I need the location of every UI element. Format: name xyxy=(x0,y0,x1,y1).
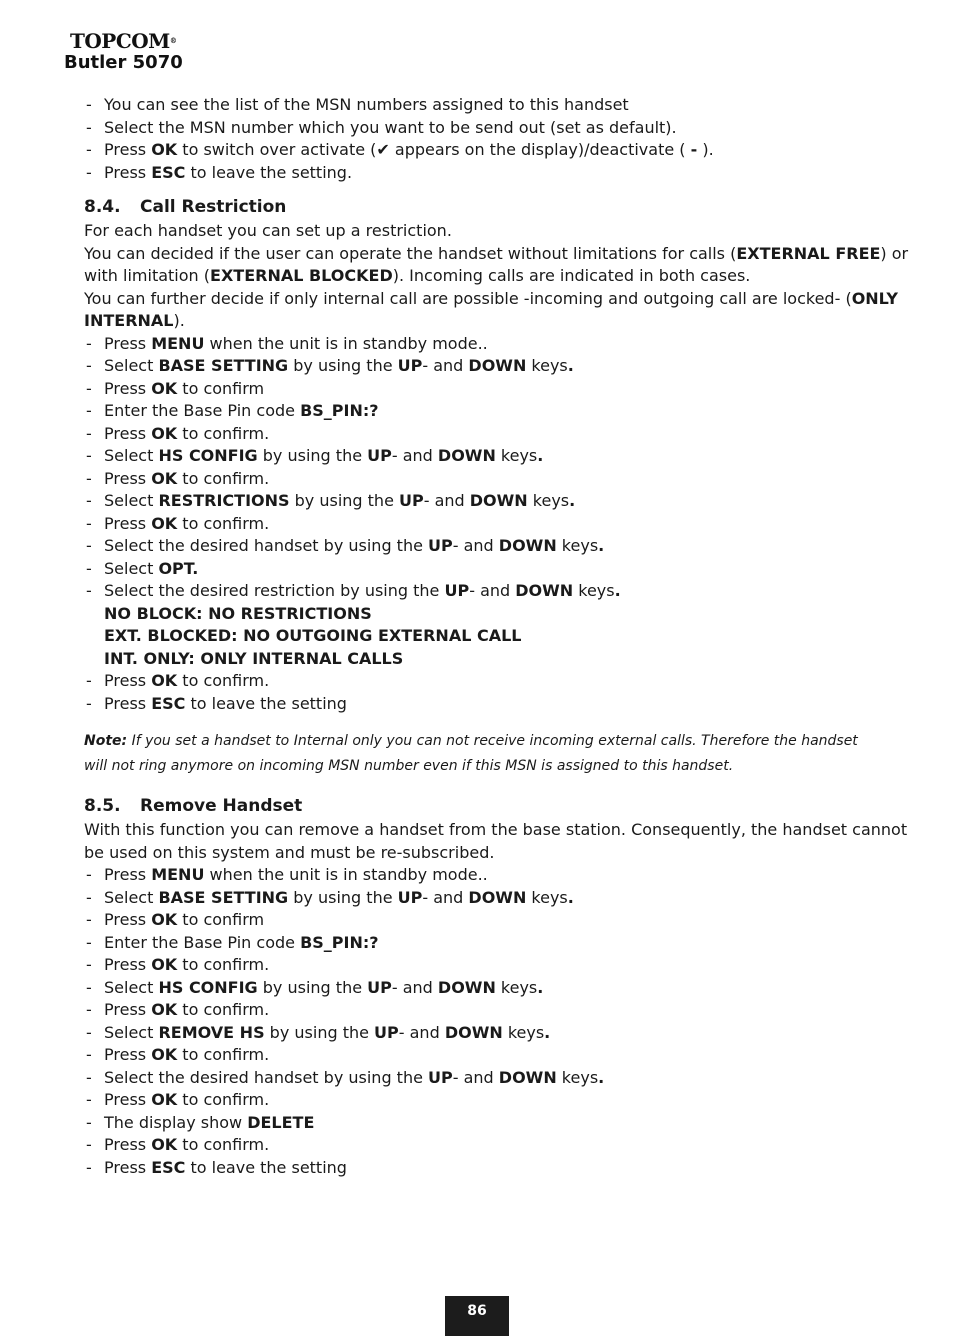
section-heading-8-4 xyxy=(84,194,880,220)
text-run: Select xyxy=(104,1022,159,1042)
text-run: - and xyxy=(391,977,438,997)
bold-term: EXTERNAL FREE xyxy=(736,243,881,263)
text-run: Select xyxy=(104,356,159,375)
list-dash: - xyxy=(86,401,92,420)
paragraph-line xyxy=(84,842,880,865)
list-dash: - xyxy=(86,162,92,182)
text-run: Select xyxy=(104,446,159,465)
paragraph-line xyxy=(84,220,880,243)
text-run: to confirm. xyxy=(177,513,270,533)
bold-term: DOWN xyxy=(498,1067,557,1087)
list-dash: - xyxy=(86,1090,92,1109)
bold-term: UP xyxy=(399,491,424,510)
text-run: to confirm. xyxy=(177,468,270,488)
bold-term: OK xyxy=(151,140,178,159)
text-run: to confirm xyxy=(177,910,265,929)
text-run: Select the desired handset by using the xyxy=(104,536,429,555)
intro-list xyxy=(84,94,880,184)
bold-term: . xyxy=(537,977,544,997)
bold-term: HS CONFIG xyxy=(158,977,258,997)
bold-term: DOWN xyxy=(444,1022,503,1042)
bold-term: UP xyxy=(367,977,392,997)
text-run: Select the desired handset by using the xyxy=(104,1067,429,1087)
text-run: keys xyxy=(573,581,615,600)
text-run: to confirm. xyxy=(177,671,270,690)
list-item xyxy=(84,1089,880,1112)
text-run: by using the xyxy=(257,977,368,997)
restriction-option: EXT. BLOCKED: NO OUTGOING EXTERNAL CALL xyxy=(104,626,522,645)
list-item xyxy=(84,355,880,378)
text-run: by using the xyxy=(264,1022,375,1042)
list-item xyxy=(84,490,880,513)
bold-term: DOWN xyxy=(498,536,557,555)
bold-term: OK xyxy=(151,513,178,533)
call-restriction-steps xyxy=(84,333,880,603)
list-item xyxy=(84,1134,880,1157)
note-text: If you set a handset to Internal only you can not receive incoming external calls. Therefore the handset will not ring anymore on incoming MSN number even if this MSN is assigned to this handset. xyxy=(84,733,858,774)
list-dash: - xyxy=(86,117,92,137)
list-dash: - xyxy=(86,932,92,952)
paragraph-line xyxy=(84,243,909,266)
list-item xyxy=(84,954,880,977)
text-run: - and xyxy=(398,1022,445,1042)
text-run: - and xyxy=(391,446,438,465)
bold-term: ESC xyxy=(151,1157,186,1177)
text-run: With this function you can remove a handset from the base station. Consequently, the handset cannot xyxy=(84,820,908,839)
bold-term: ONLY xyxy=(851,288,898,308)
text-run: ). xyxy=(173,311,185,330)
call-restriction-steps-end xyxy=(84,670,880,715)
bold-term: BS_PIN:? xyxy=(300,932,379,952)
list-dash: - xyxy=(86,977,92,997)
restriction-option: NO BLOCK: NO RESTRICTIONS xyxy=(104,603,372,623)
list-dash: - xyxy=(86,1045,92,1064)
text-run: keys xyxy=(556,1067,599,1087)
page-header xyxy=(64,30,183,74)
bold-term: HS CONFIG xyxy=(158,446,258,465)
text-run: keys xyxy=(495,446,538,465)
bold-term: BASE SETTING xyxy=(158,887,289,907)
bold-term: DOWN xyxy=(437,446,496,465)
bold-term: OK xyxy=(151,955,178,974)
text-run: ). Incoming calls are indicated in both cases. xyxy=(392,266,751,285)
list-dash: - xyxy=(86,1112,92,1132)
list-item xyxy=(84,909,880,932)
bold-term: . xyxy=(569,491,576,510)
bold-term: OK xyxy=(151,671,178,690)
list-dash: - xyxy=(86,1135,92,1154)
bold-term: INTERNAL xyxy=(84,311,174,330)
list-item xyxy=(84,887,880,910)
list-item xyxy=(84,333,880,356)
text-run: The display show xyxy=(104,1112,248,1132)
list-item xyxy=(84,999,880,1022)
registered-mark: ® xyxy=(169,36,177,45)
note-block xyxy=(84,729,880,779)
bold-term: . xyxy=(598,536,605,555)
text-run: Press xyxy=(104,378,152,398)
bold-term: BS_PIN:? xyxy=(300,401,379,420)
text-run: - and xyxy=(423,491,470,510)
text-run: keys xyxy=(527,491,570,510)
text-run: Press xyxy=(104,1045,152,1064)
list-item xyxy=(84,400,880,423)
list-item xyxy=(84,1044,880,1067)
bold-term: - xyxy=(690,140,698,159)
call-restriction-description xyxy=(84,220,909,333)
list-dash: - xyxy=(86,513,92,533)
text-run: to leave the setting. xyxy=(185,162,353,182)
bold-term: BASE SETTING xyxy=(158,356,289,375)
text-run: Press xyxy=(104,140,152,159)
text-run: to confirm. xyxy=(177,955,270,974)
text-run: when the unit is in standby mode.. xyxy=(204,865,488,884)
bold-term: DOWN xyxy=(468,356,527,375)
list-item xyxy=(84,693,880,716)
text-run: Press xyxy=(104,910,152,929)
list-item xyxy=(84,513,880,536)
bold-term: ESC xyxy=(151,693,186,713)
list-dash: - xyxy=(86,95,92,114)
bold-term: RESTRICTIONS xyxy=(158,491,290,510)
text-run: Press xyxy=(104,693,152,713)
text-run: to switch over activate ( xyxy=(177,140,377,159)
list-dash: - xyxy=(86,558,92,578)
text-run: to confirm. xyxy=(177,1090,270,1109)
text-run: Enter the Base Pin code xyxy=(104,401,301,420)
bold-term: MENU xyxy=(151,865,205,884)
text-run: by using the xyxy=(288,356,398,375)
section-number: 8.5. xyxy=(84,796,121,816)
text-run: Select xyxy=(104,887,159,907)
bold-term: UP xyxy=(397,887,423,907)
bold-term: OK xyxy=(151,1135,178,1154)
list-item xyxy=(84,423,880,446)
list-dash: - xyxy=(86,1000,92,1019)
text-run: Enter the Base Pin code xyxy=(104,932,301,952)
remove-handset-description xyxy=(84,819,908,864)
list-dash: - xyxy=(86,468,92,488)
text-run: Press xyxy=(104,162,152,182)
text-run: when the unit is in standby mode.. xyxy=(204,333,488,353)
paragraph-line xyxy=(84,288,898,311)
text-run: You can decided if the user can operate the handset without limitations for calls ( xyxy=(84,243,737,263)
list-item xyxy=(84,94,880,117)
text-run: Press xyxy=(104,1000,152,1019)
paragraph-line xyxy=(84,310,880,333)
list-item xyxy=(84,932,880,955)
text-run: Press xyxy=(104,1135,152,1154)
bold-term: OPT. xyxy=(158,558,199,578)
bold-term: MENU xyxy=(151,333,205,353)
bold-term: DOWN xyxy=(468,887,527,907)
list-item xyxy=(84,139,880,162)
list-dash: - xyxy=(86,378,92,398)
text-run: by using the xyxy=(289,491,399,510)
list-dash: - xyxy=(86,581,92,600)
bold-term: UP xyxy=(374,1022,399,1042)
list-item xyxy=(84,1067,880,1090)
brand-logo-text: TOPCOM xyxy=(70,29,170,53)
restriction-option: INT. ONLY: ONLY INTERNAL CALLS xyxy=(104,648,404,668)
list-item xyxy=(84,580,880,603)
page-number: 86 xyxy=(445,1296,509,1336)
bold-term: UP xyxy=(367,446,392,465)
bold-term: . xyxy=(598,1067,605,1087)
section-title: Call Restriction xyxy=(140,197,287,217)
text-run: Press xyxy=(104,1157,152,1177)
bold-term: OK xyxy=(151,423,178,443)
list-dash: - xyxy=(86,140,92,159)
list-dash: - xyxy=(86,865,92,884)
restriction-options xyxy=(84,603,880,671)
text-run: - and xyxy=(422,887,469,907)
text-run: to confirm. xyxy=(177,1000,270,1019)
text-run: keys xyxy=(495,977,538,997)
list-dash: - xyxy=(86,446,92,465)
bold-term: OK xyxy=(151,1000,178,1019)
text-run: For each handset you can set up a restriction. xyxy=(84,221,452,240)
paragraph-line xyxy=(84,819,908,842)
bold-term: OK xyxy=(151,468,178,488)
list-item xyxy=(84,162,880,185)
section-heading-8-5 xyxy=(84,793,880,819)
bold-term: DOWN xyxy=(469,491,528,510)
text-run: keys xyxy=(526,356,568,375)
list-item xyxy=(84,558,880,581)
text-run: to confirm. xyxy=(177,1045,270,1064)
text-run: with limitation ( xyxy=(84,266,211,285)
list-dash: - xyxy=(86,356,92,375)
text-run: keys xyxy=(526,887,568,907)
text-run: by using the xyxy=(257,446,368,465)
list-dash: - xyxy=(86,423,92,443)
text-run: ). xyxy=(697,140,714,159)
text-run: appears on the display)/deactivate ( xyxy=(389,140,691,159)
text-run: Press xyxy=(104,333,152,353)
bold-term: . xyxy=(537,446,544,465)
text-run: Press xyxy=(104,468,152,488)
text-run: be used on this system and must be re-subscribed. xyxy=(84,842,495,862)
page-content xyxy=(84,94,909,1179)
text-run: Select xyxy=(104,977,159,997)
bold-term: OK xyxy=(151,1045,178,1064)
text-run: Select xyxy=(104,558,159,578)
text-run: ) or xyxy=(880,243,909,263)
text-run: keys xyxy=(556,536,599,555)
bold-term: UP xyxy=(428,536,453,555)
list-dash: - xyxy=(86,671,92,690)
note-label: Note: xyxy=(84,733,128,749)
text-run: Select the MSN number which you want to be send out (set as default). xyxy=(104,117,677,137)
brand-logo xyxy=(64,30,183,52)
bold-term: . xyxy=(567,887,574,907)
text-run: Select the desired restriction by using the xyxy=(104,581,445,600)
section-number: 8.4. xyxy=(84,197,121,217)
list-item xyxy=(84,1022,880,1045)
bold-term: DOWN xyxy=(515,581,574,600)
bold-term: DELETE xyxy=(247,1112,315,1132)
bold-term: OK xyxy=(151,910,178,929)
text-run: by using the xyxy=(288,887,398,907)
list-dash: - xyxy=(86,491,92,510)
list-item xyxy=(84,1112,880,1135)
list-item xyxy=(84,535,880,558)
text-run: - and xyxy=(422,356,469,375)
bold-term: . xyxy=(544,1022,551,1042)
bold-term: UP xyxy=(428,1067,453,1087)
bold-term: ESC xyxy=(151,162,186,182)
paragraph-line xyxy=(84,265,880,288)
list-item xyxy=(84,864,880,887)
list-item xyxy=(84,445,880,468)
model-name: Butler 5070 xyxy=(64,52,183,73)
bold-term: OK xyxy=(151,378,178,398)
list-item xyxy=(84,468,880,491)
list-item xyxy=(84,378,880,401)
list-dash: - xyxy=(86,693,92,713)
text-run: Press xyxy=(104,955,152,974)
text-run: Press xyxy=(104,423,152,443)
text-run: to confirm. xyxy=(177,423,270,443)
text-run: You can further decide if only internal call are possible -incoming and outgoing call are locked- ( xyxy=(84,288,852,308)
list-dash: - xyxy=(86,955,92,974)
bold-term: DOWN xyxy=(437,977,496,997)
list-item xyxy=(84,977,880,1000)
text-run: Press xyxy=(104,513,152,533)
list-dash: - xyxy=(86,910,92,929)
bold-term: UP xyxy=(444,581,470,600)
list-dash: - xyxy=(86,887,92,907)
remove-handset-steps xyxy=(84,864,880,1179)
list-dash: - xyxy=(86,536,92,555)
text-run: to confirm. xyxy=(177,1135,270,1154)
text-run: Press xyxy=(104,671,152,690)
text-run: to leave the setting xyxy=(185,1157,347,1177)
bold-term: . xyxy=(614,581,621,600)
bold-term: EXTERNAL BLOCKED xyxy=(210,266,393,285)
text-run: Press xyxy=(104,1090,152,1109)
text-run: - and xyxy=(452,536,499,555)
text-run: to leave the setting xyxy=(185,693,347,713)
section-title: Remove Handset xyxy=(140,796,303,816)
text-run: keys xyxy=(502,1022,545,1042)
list-dash: - xyxy=(86,1022,92,1042)
text-run: Select xyxy=(104,491,159,510)
list-dash: - xyxy=(86,1067,92,1087)
bold-term: REMOVE HS xyxy=(158,1022,265,1042)
list-item xyxy=(84,670,880,693)
text-run: - and xyxy=(452,1067,499,1087)
list-dash: - xyxy=(86,1157,92,1177)
bold-term: . xyxy=(567,356,574,375)
list-item xyxy=(84,1157,880,1180)
list-item xyxy=(84,117,880,140)
bold-term: OK xyxy=(151,1090,178,1109)
bold-term: ✔ xyxy=(376,140,390,159)
list-dash: - xyxy=(86,333,92,353)
text-run: Press xyxy=(104,865,152,884)
text-run: - and xyxy=(469,581,516,600)
text-run: to confirm xyxy=(177,378,265,398)
text-run: You can see the list of the MSN numbers assigned to this handset xyxy=(104,95,629,114)
bold-term: UP xyxy=(397,356,423,375)
